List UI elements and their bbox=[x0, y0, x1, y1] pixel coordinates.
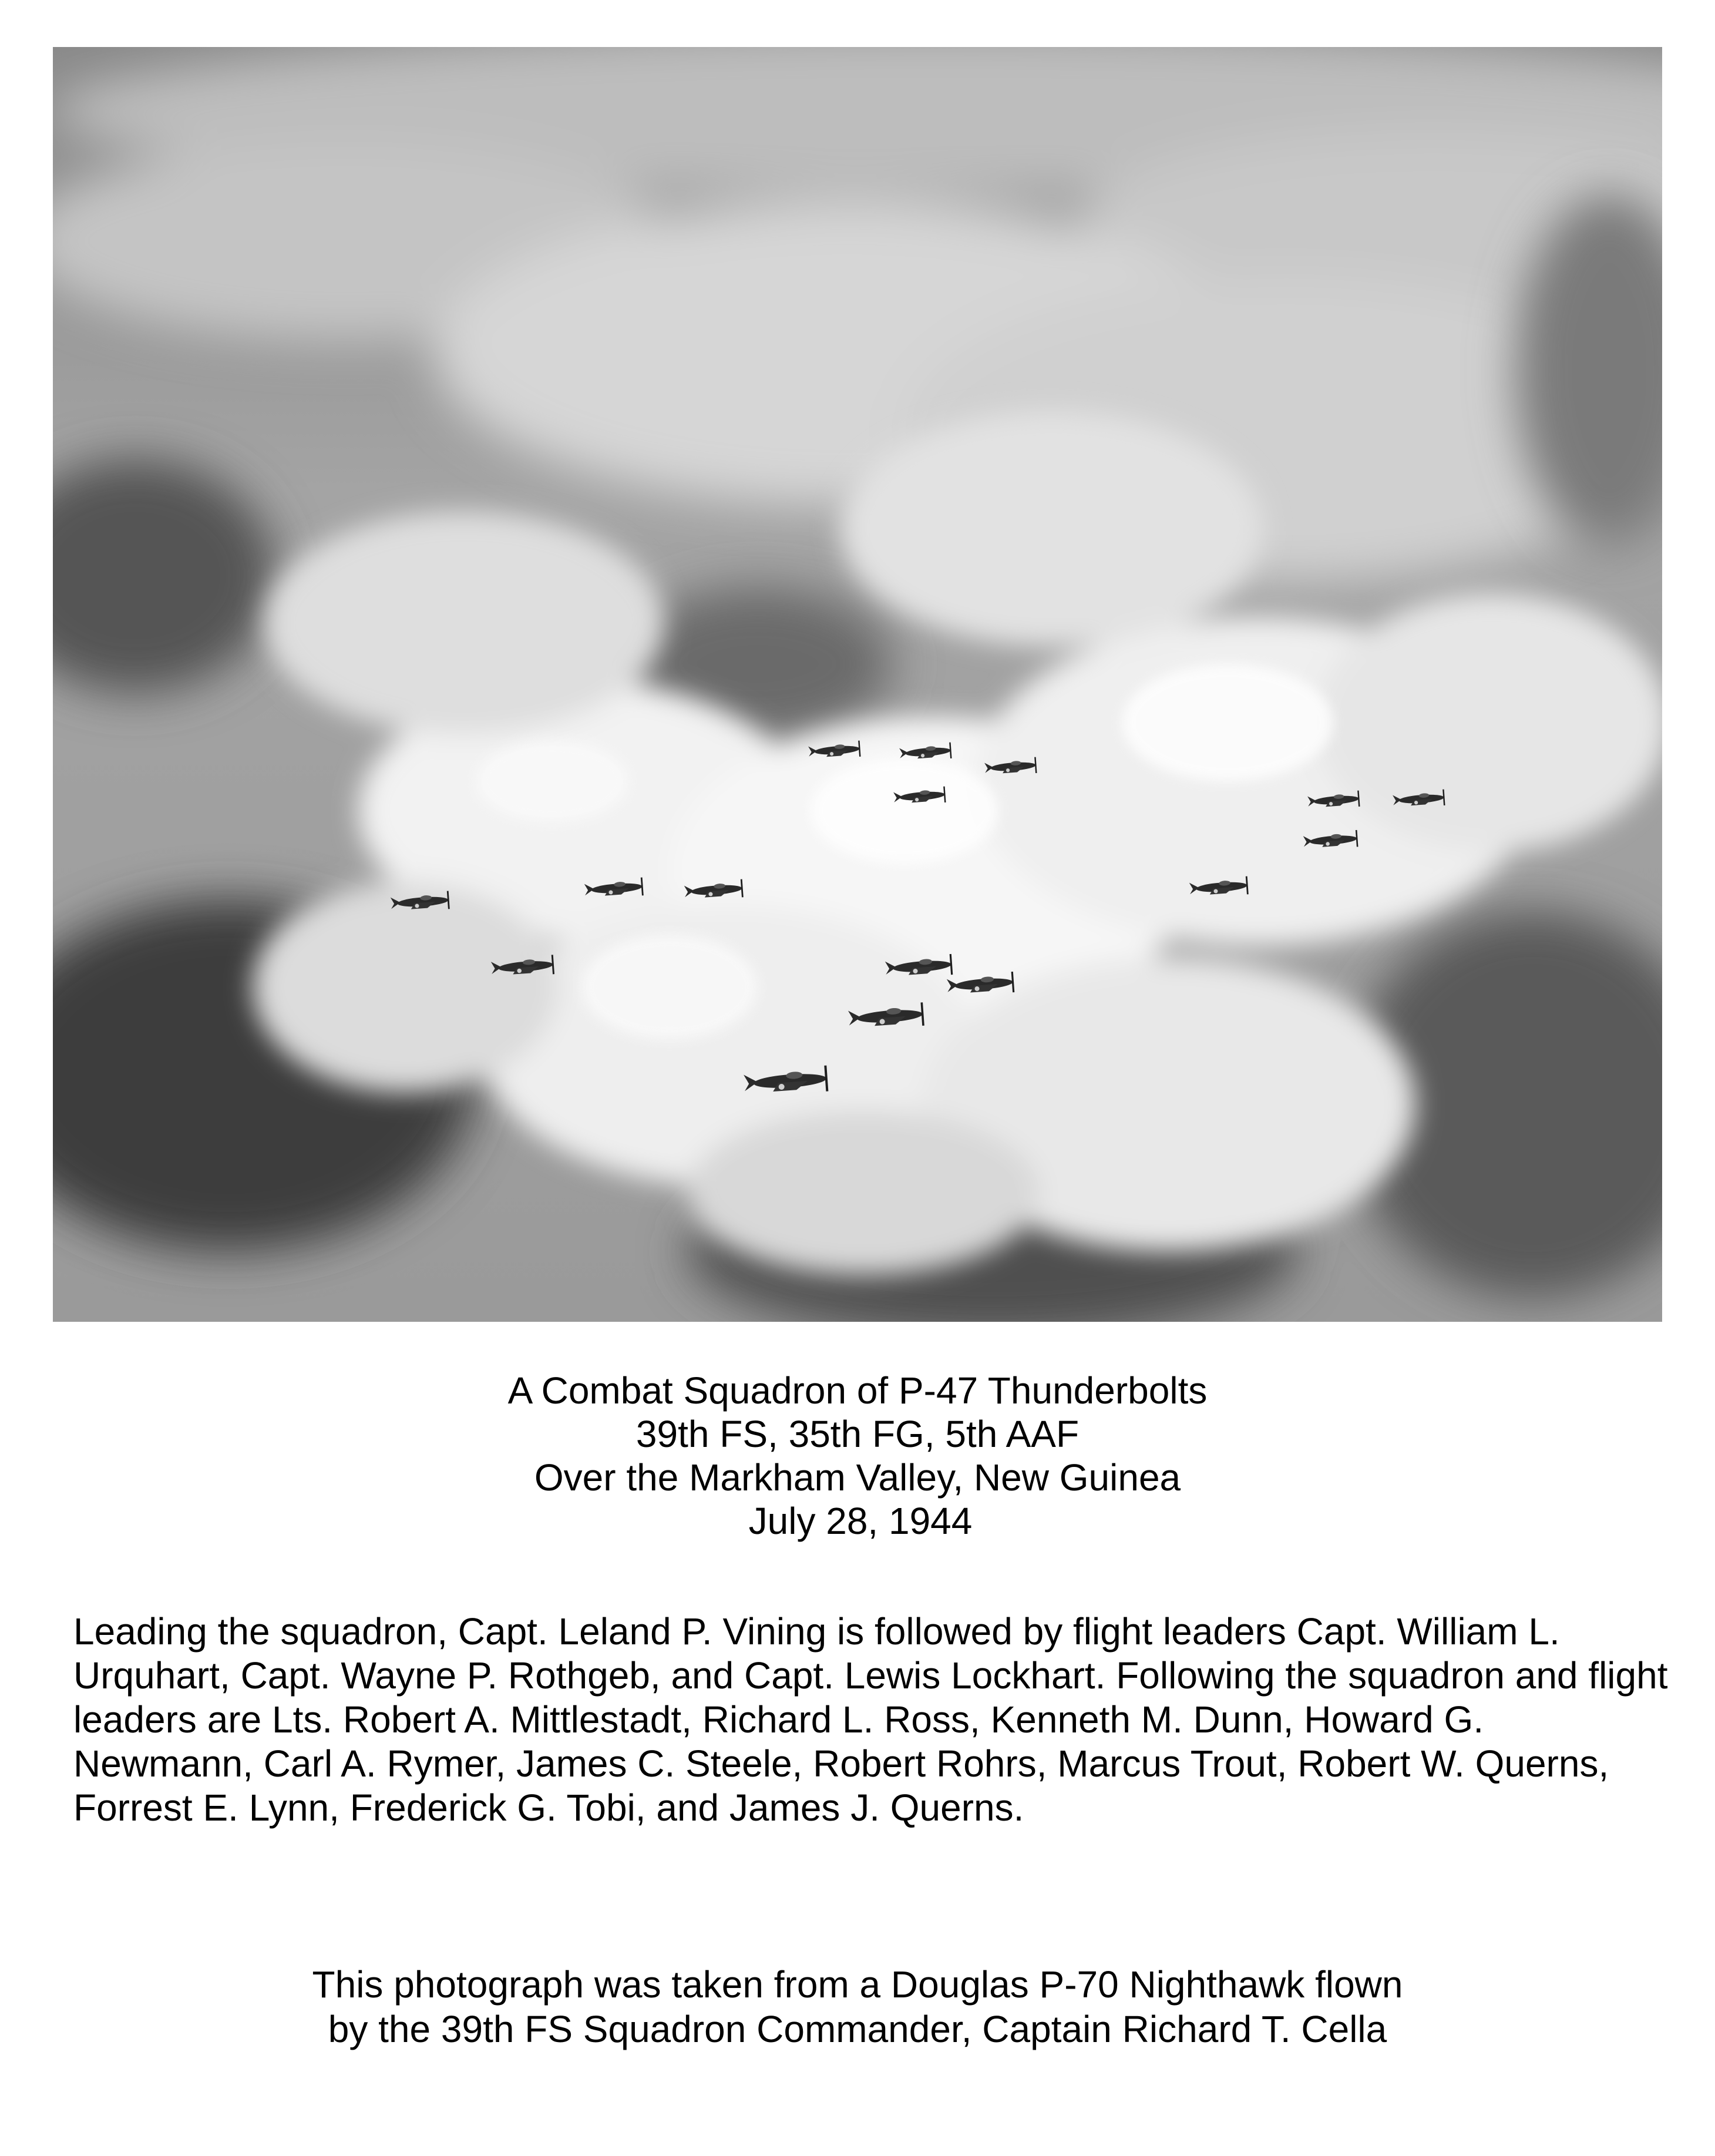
photo-credit-line-2: by the 39th FS Squadron Commander, Captain Richard T. Cella bbox=[328, 2008, 1387, 2050]
caption-title: A Combat Squadron of P-47 Thunderbolts bbox=[507, 1369, 1208, 1412]
caption-location: Over the Markham Valley, New Guinea bbox=[534, 1456, 1181, 1499]
caption-date: July 28, 1944 bbox=[748, 1500, 973, 1542]
caption-unit: 39th FS, 35th FG, 5th AAF bbox=[635, 1413, 1080, 1455]
caption-block bbox=[0, 1369, 1715, 1543]
photo-credit-line-1: This photograph was taken from a Douglas P-70 Nighthawk flown bbox=[312, 1963, 1403, 2006]
aerial-photograph bbox=[53, 47, 1662, 1322]
pilot-description: Leading the squadron, Capt. Leland P. Vining is followed by flight leaders Capt. William L. Urquhart, Capt. Wayne P. Rothgeb, and Capt. Lewis Lockhart. Following the squadron and flight leaders are Lts. Robert A. Mittlestadt, Richard L. Ross, Kenneth M. Dunn, Howard G. Newmann, Carl A. Rymer, James C. Steele, Robert Rohrs, Marcus Trout, Robert W. Querns, Forrest E. Lynn, Frederick G. Tobi, and James J. Querns. bbox=[73, 1610, 1668, 1829]
photo-credit bbox=[0, 1962, 1715, 2051]
